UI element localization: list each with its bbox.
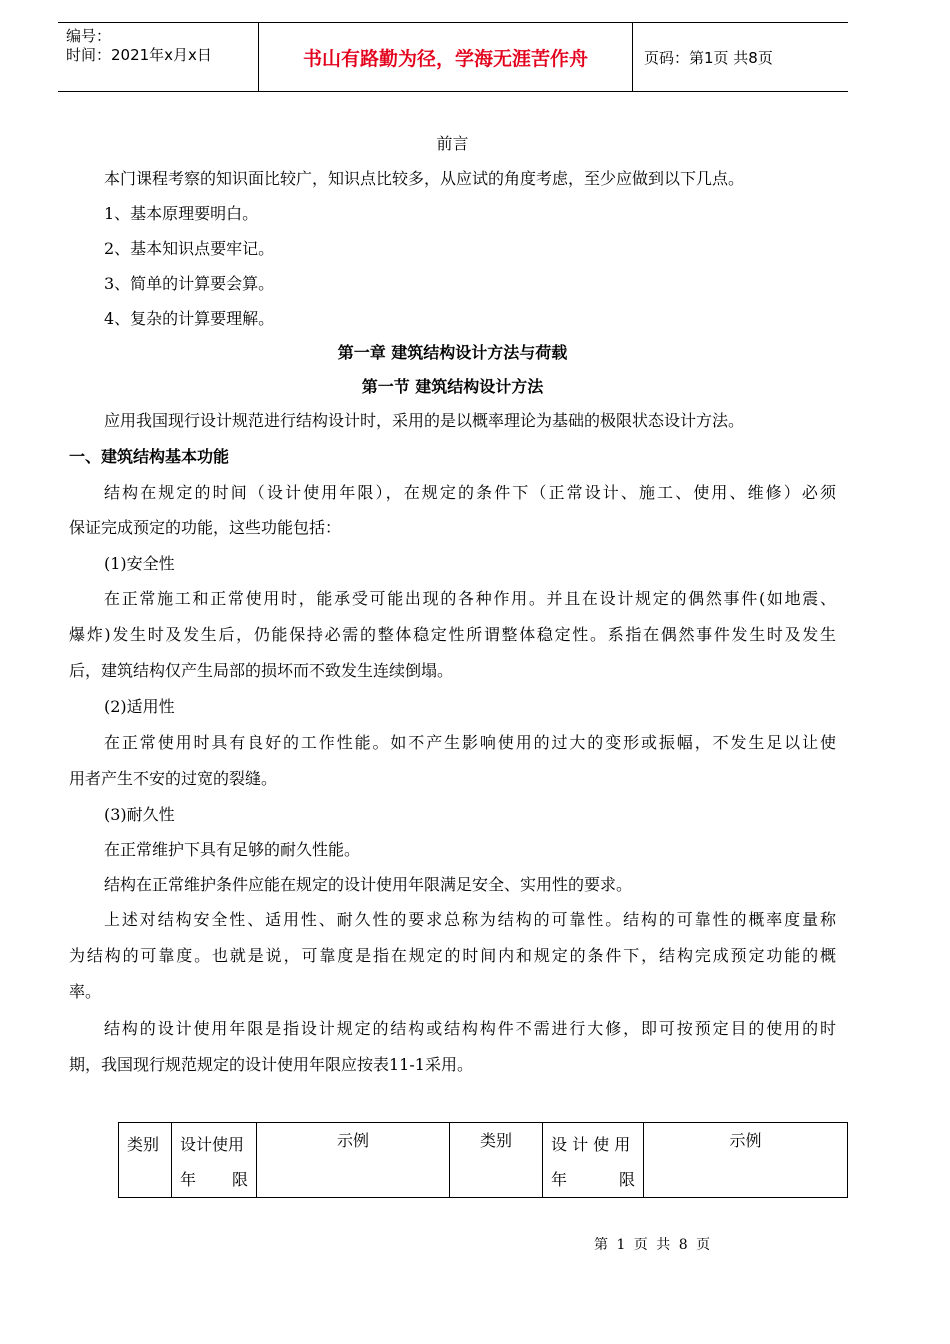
table-header-cell: [543, 1123, 644, 1198]
reliability-paragraph-line: 上述对结构安全性、适用性、耐久性的要求总称为结构的可靠性。结构的可靠性的概率度量称: [104, 910, 836, 929]
intro-paragraph: 本门课程考察的知识面比较广，知识点比较多，从应试的角度考虑，至少应做到以下几点。: [104, 169, 745, 188]
applicability-paragraph-line: 在正常使用时具有良好的工作性能。如不产生影响使用的过大的变形或振幅，不发生足以让使: [104, 733, 836, 752]
design-life-header-part: 限: [231, 1170, 248, 1189]
durability-label: (3)耐久性: [104, 805, 175, 824]
safety-paragraph-line: 在正常施工和正常使用时，能承受可能出现的各种作用。并且在设计规定的偶然事件(如地震、: [104, 589, 836, 608]
function-heading: 一、建筑结构基本功能: [69, 447, 230, 466]
list-item: 1、基本原理要明白。: [104, 204, 259, 223]
applicability-label: (2)适用性: [104, 697, 175, 716]
table-header-cell: [257, 1123, 450, 1198]
document-time-label: 时间：2021年x月x日: [66, 46, 212, 64]
header-motto: 书山有路勤为径，学海无涯苦作舟: [302, 48, 588, 70]
table-header-cell: [172, 1123, 257, 1198]
document-number-label: 编号：: [66, 27, 112, 45]
durability-paragraph: 在正常维护下具有足够的耐久性能。: [104, 840, 361, 859]
design-life-header-part: 年: [180, 1170, 197, 1189]
list-item: 3、简单的计算要会算。: [104, 274, 275, 293]
list-item: 4、复杂的计算要理解。: [104, 309, 275, 328]
header-page-info: 页码：第1页 共8页: [644, 49, 773, 67]
safety-paragraph-line: 爆炸)发生时及发生后，仍能保持必需的整体稳定性所谓整体稳定性。系指在偶然事件发生时及发生: [69, 625, 836, 644]
safety-paragraph-line: 后，建筑结构仅产生局部的损坏而不致发生连续倒塌。: [69, 661, 454, 680]
reliability-paragraph-line: 率。: [69, 982, 102, 1001]
category-header-2: 类别: [479, 1131, 512, 1150]
function-paragraph-line: 保证完成预定的功能，这些功能包括：: [69, 518, 342, 537]
design-life-header-bottom: [180, 1162, 248, 1197]
applicability-paragraph-line: 用者产生不安的过宽的裂缝。: [69, 769, 278, 788]
service-life-paragraph-line: 结构的设计使用年限是指设计规定的结构或结构构件不需进行大修，即可按预定目的使用的时: [104, 1019, 836, 1038]
design-life-header-part: 年: [551, 1170, 568, 1189]
table-header-row: [119, 1123, 848, 1198]
service-life-table: [118, 1122, 848, 1198]
category-header: 类别: [127, 1135, 160, 1154]
table-header-cell: [119, 1123, 172, 1198]
design-life-header-top: 设 计 使 用: [551, 1135, 631, 1154]
function-paragraph-line: 结构在规定的时间（设计使用年限），在规定的条件下（正常设计、施工、使用、维修）必须: [104, 483, 836, 502]
method-paragraph: 应用我国现行设计规范进行结构设计时，采用的是以概率理论为基础的极限状态设计方法。: [104, 411, 745, 430]
table-header-cell: [450, 1123, 543, 1198]
safety-label: (1)安全性: [104, 554, 175, 573]
design-life-header-bottom: [551, 1162, 635, 1197]
design-life-header: [172, 1123, 256, 1197]
header-divider: [632, 23, 633, 91]
design-life-header-2: [543, 1123, 643, 1197]
reliability-paragraph-line: 为结构的可靠度。也就是说，可靠度是指在规定的时间内和规定的条件下，结构完成预定功能的概: [69, 946, 836, 965]
durability-paragraph: 结构在正常维护条件应能在规定的设计使用年限满足安全、实用性的要求。: [104, 875, 633, 894]
header-meta: [66, 27, 212, 65]
design-life-header-top: 设计使用: [180, 1135, 245, 1154]
list-item: 2、基本知识点要牢记。: [104, 239, 275, 258]
preface-title: 前言: [436, 134, 469, 153]
page-footer: 第 1 页 共 8 页: [594, 1237, 711, 1253]
example-header-2: 示例: [729, 1131, 762, 1150]
chapter-title: 第一章 建筑结构设计方法与荷载: [337, 343, 568, 362]
example-header: 示例: [336, 1131, 369, 1150]
table-header-cell: [644, 1123, 848, 1198]
section-title: 第一节 建筑结构设计方法: [361, 377, 544, 396]
design-life-header-part: 限: [618, 1170, 635, 1189]
service-life-paragraph-line: 期，我国现行规范规定的设计使用年限应按表11-1采用。: [69, 1055, 473, 1074]
page-header: [58, 22, 848, 92]
